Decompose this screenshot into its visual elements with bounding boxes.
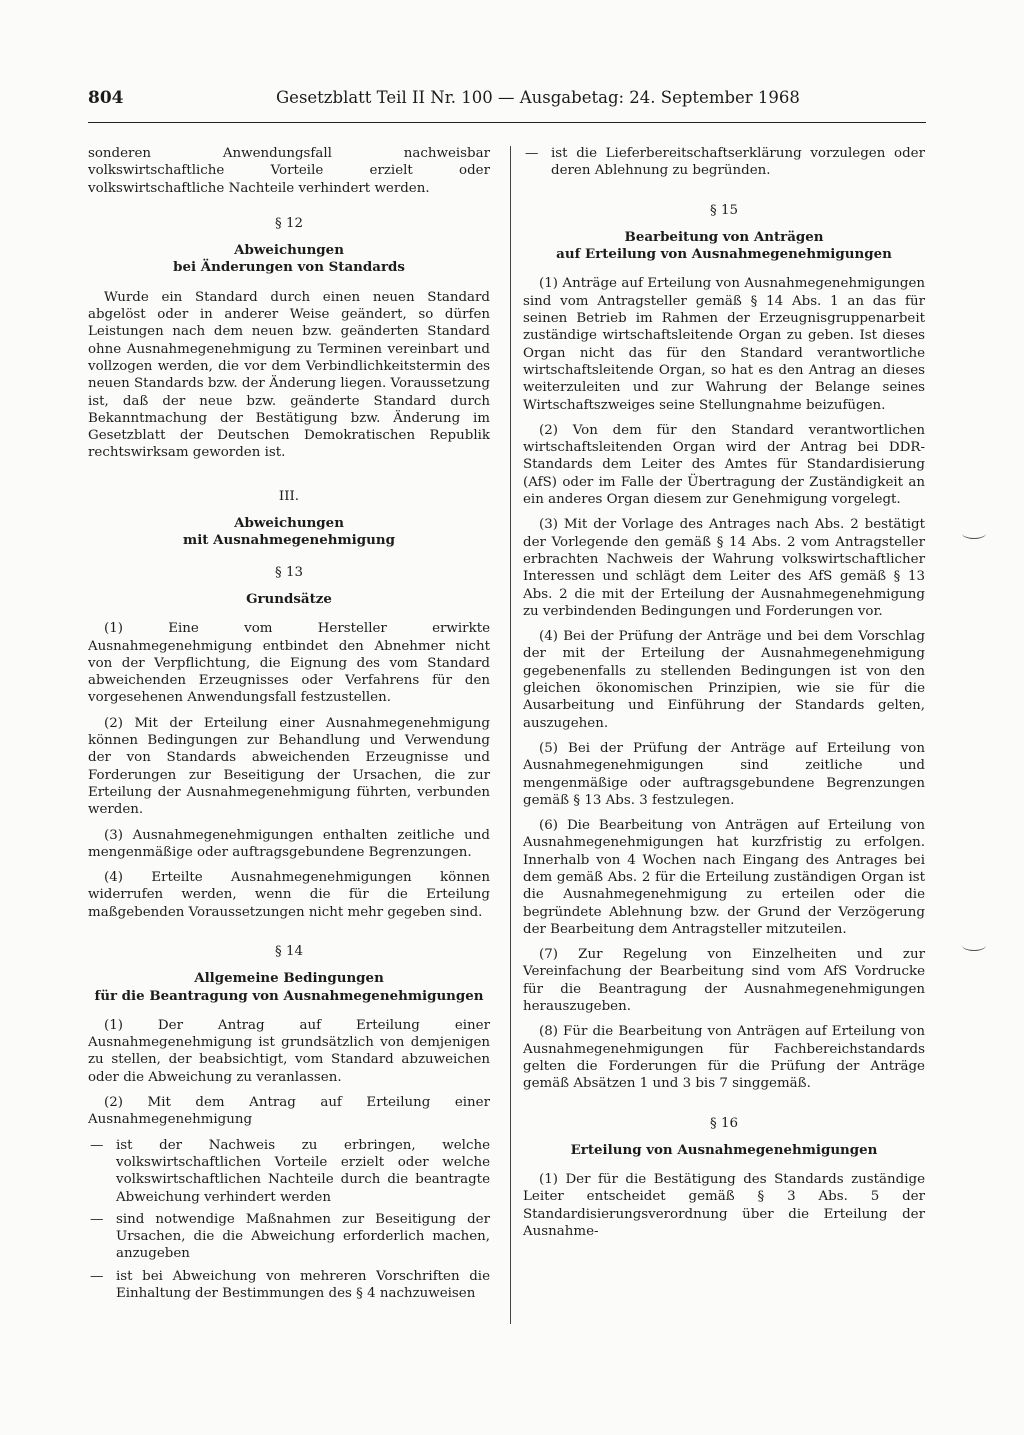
section-15-paragraph-7: (7) Zur Regelung von Einzelheiten und zur Vereinfachung der Bearbeitung sind vom AfS Vordrucke für die Beantragung der Ausnahmegenehmigungen herauszugeben. [523, 947, 925, 1015]
section-13-paragraph-3: (3) Ausnahmegenehmigungen enthalten zeitliche und mengenmäßige oder auftragsgebundene Begrenzungen. [88, 827, 490, 860]
section-13-number: § 13 [275, 564, 303, 580]
section-14-title-line-1: Allgemeine Bedingungen [194, 970, 384, 987]
part-3-roman: III. [278, 488, 300, 504]
section-12-paragraph: Wurde ein Standard durch einen neuen Standard abgelöst oder in anderer Weise geändert, so dürfen Leistungen nach dem neuen bzw. geänderten Standard ohne Ausnahmegenehmigung zu Terminen vereinbart und vollzogen werden, die vor dem Verbindlichkeitstermin des neuen Standards bzw. der Änderung liegen. Voraussetzung ist, daß der neue bzw. geänderte Standard durch Bekanntmachung der Bestätigung bzw. Änderung im Gesetzblatt der Deutschen Demokratischen Republik rechtswirksam geworden ist. [88, 289, 490, 461]
section-13-paragraph-1: (1) Eine vom Hersteller erwirkte Ausnahmegenehmigung entbindet den Abnehmer nicht von der Verpflichtung, die Eignung des vom Standard abweichenden Erzeugnisses oder Verfahrens für den vorgesehenen Anwendungsfall festzustellen. [88, 621, 490, 706]
running-title: Gesetzblatt Teil II Nr. 100 — Ausgabetag: 24. September 1968 [276, 88, 800, 107]
section-13-paragraph-4: (4) Erteilte Ausnahmegenehmigungen können widerrufen werden, wenn die für die Erteilung maßgebenden Voraussetzungen nicht mehr gegeben sind. [88, 870, 490, 920]
part-3-title-line-1: Abweichungen [234, 515, 344, 532]
section-14-number: § 14 [275, 943, 303, 959]
intro-paragraph: sonderen Anwendungsfall nachweisbar volkswirtschaftliche Vorteile erzielt oder volkswirtschaftliche Nachteile verhindert werden. [88, 146, 490, 196]
section-15-paragraph-1: (1) Anträge auf Erteilung von Ausnahmegenehmigungen sind vom Antragsteller gemäß § 14 Abs. 1 an das für seinen Betrieb im Rahmen der Erzeugnisgruppenarbeit zuständige wirtschaftsleitende Organ zu geben. Ist dieses Organ nicht das für den Standard verantwortliche wirtschaftsleitende Organ, so hat es den Antrag an dieses weiterzuleiten und zur Wahrung der Belange seines Wirtschaftszweiges seine Stellungnahme beizufügen. [523, 276, 925, 413]
section-16-paragraph-1: (1) Der für die Bestätigung des Standards zuständige Leiter entscheidet gemäß § 3 Abs. 5 der Standardisierungsverordnung über die Erteilung der Ausnahme- [523, 1172, 925, 1240]
section-15-paragraph-2: (2) Von dem für den Standard verantwortlichen wirtschaftsleitenden Organ wird der Antrag bei DDR-Standards dem Leiter des Amtes für Standardisierung (AfS) oder im Falle der Übertragung der Zuständigkeit an ein anderes Organ diesem zur Genehmigung vorgelegt. [523, 422, 925, 508]
section-14-title [88, 970, 490, 1005]
section-12-title-line-1: Abweichungen [234, 242, 344, 259]
section-15-title-line-2: auf Erteilung von Ausnahmegenehmigungen [556, 246, 892, 263]
section-14-title-line-2: für die Beantragung von Ausnahmegenehmigungen [94, 987, 484, 1004]
section-16-title: Erteilung von Ausnahmegenehmigungen [570, 1141, 878, 1158]
part-3-title [88, 515, 490, 550]
part-3-title-line-2: mit Ausnahmegenehmigung [183, 532, 395, 549]
right-column [523, 145, 925, 1325]
list-item-text: ist der Nachweis zu erbringen, welche volkswirtschaftlichen Vorteile erzielt oder welche volkswirtschaftlichen Nachteile durch die beantragte Abweichung verhindert werden [116, 1137, 490, 1205]
margin-mark [962, 940, 986, 951]
section-16-number: § 16 [710, 1115, 738, 1131]
column-divider [510, 146, 511, 1324]
section-15-paragraph-8: (8) Für die Bearbeitung von Anträgen auf Erteilung von Ausnahmegenehmigungen für Fachbereichstandards gelten die Forderungen für die Prüfung der Anträge gemäß Absätzen 1 und 3 bis 7 singgemäß. [523, 1024, 925, 1092]
section-15-paragraph-5: (5) Bei der Prüfung der Anträge auf Erteilung von Ausnahmegenehmigungen sind zeitliche und mengenmäßige oder auftragsgebundene Begrenzungen gemäß § 13 Abs. 3 festzulegen. [523, 740, 925, 808]
list-item [88, 1211, 490, 1263]
dash-marker: — [90, 1211, 104, 1227]
page-number: 804 [88, 88, 124, 108]
list-item-text: ist bei Abweichung von mehreren Vorschriften die Einhaltung der Bestimmungen des § 4 nachzuweisen [116, 1268, 490, 1302]
section-15-title [523, 229, 925, 264]
section-14-paragraph-1: (1) Der Antrag auf Erteilung einer Ausnahmegenehmigung ist grundsätzlich von demjenigen zu stellen, der beabsichtigt, vom Standard abzuweichen oder die Abweichung zu veranlassen. [88, 1017, 490, 1085]
list-item-continued [523, 145, 925, 180]
margin-mark [962, 528, 986, 539]
section-12-title-line-2: bei Änderungen von Standards [173, 259, 405, 276]
section-15-title-line-1: Bearbeitung von Anträgen [624, 228, 824, 245]
section-13-title: Grundsätze [246, 590, 332, 607]
section-13-paragraph-2: (2) Mit der Erteilung einer Ausnahmegenehmigung können Bedingungen zur Behandlung und Verwendung der von Standards abweichenden Erzeugnisse und Forderungen zur Beseitigung der Ursachen, die zur Erteilung der Ausnahmegenehmigung führten, verbunden werden. [88, 715, 490, 818]
section-14-paragraph-2: (2) Mit dem Antrag auf Erteilung einer Ausnahmegenehmigung [88, 1095, 490, 1128]
list-item-text: ist die Lieferbereitschaftserklärung vorzulegen oder deren Ablehnung zu begründen. [551, 146, 925, 179]
section-15-paragraph-4: (4) Bei der Prüfung der Anträge und bei dem Vorschlag der mit der Erteilung der Ausnahmegenehmigung gegebenenfalls zu stellenden Bedingungen ist von den gleichen ökonomischen Prinzipien, wie sie für die Ausarbeitung und Einführung der Standards gelten, auszugehen. [523, 629, 925, 731]
dash-marker: — [90, 1268, 104, 1284]
section-12-number: § 12 [275, 215, 303, 231]
section-15-paragraph-3: (3) Mit der Vorlage des Antrages nach Abs. 2 bestätigt der Vorlegende den gemäß § 14 Abs. 2 vom Antragsteller erbrachten Nachweis der Wahrung volkswirtschaftlicher Interessen und schlägt dem Leiter des AfS gemäß § 13 Abs. 2 die mit der Erteilung der Ausnahmegenehmigung zu verbindenden Bedingungen und Forderungen vor. [523, 517, 925, 619]
left-column [88, 145, 490, 1325]
page-header [88, 86, 926, 123]
section-15-paragraph-6: (6) Die Bearbeitung von Anträgen auf Erteilung von Ausnahmegenehmigungen hat kurzfristig zu erfolgen. Innerhalb von 4 Wochen nach Eingang des Antrages bei dem gemäß Abs. 2 für die Erteilung zuständigen Organ ist die Ausnahmegenehmigung zu erteilen oder die begründete Ablehnung bzw. der Grund der Verzögerung der Bearbeitung dem Antragsteller mitzuteilen. [523, 818, 925, 937]
section-15-number: § 15 [710, 202, 738, 218]
dash-marker: — [525, 146, 539, 161]
dash-marker: — [90, 1137, 104, 1153]
list-item [88, 1268, 490, 1303]
section-12-title [88, 242, 490, 277]
list-item [88, 1137, 490, 1206]
list-item-text: sind notwendige Maßnahmen zur Beseitigung der Ursachen, die die Abweichung erforderlich machen, anzugeben [116, 1211, 490, 1262]
